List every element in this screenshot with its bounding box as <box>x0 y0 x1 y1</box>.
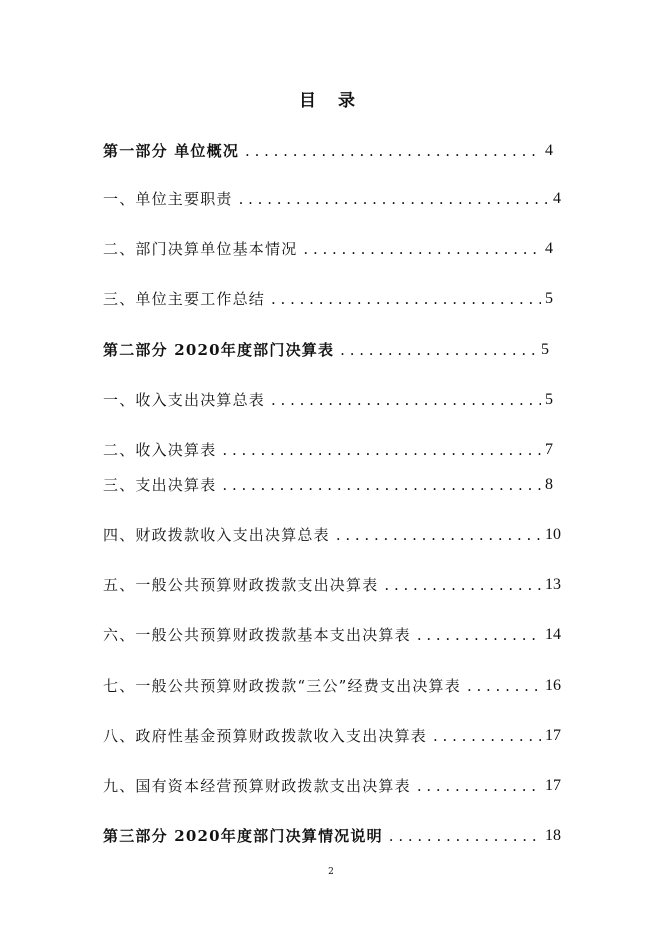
toc-leader-dots <box>389 825 541 847</box>
toc-leader-dots <box>336 524 541 546</box>
toc-leader-dots <box>271 288 541 310</box>
toc-entry[interactable] <box>103 572 561 596</box>
toc-entry-page: 16 <box>545 677 561 694</box>
toc-leader-dots <box>245 140 541 162</box>
toc-leader-dots <box>222 439 541 461</box>
toc-entry[interactable] <box>103 622 561 646</box>
toc-entry-label: 第二部分 2020年度部门决算表 <box>103 341 335 359</box>
toc-entry[interactable] <box>103 387 553 411</box>
toc-entry-page: 4 <box>553 190 561 207</box>
toc-leader-dots <box>239 188 549 210</box>
page-number: 2 <box>328 867 334 877</box>
toc-leader-dots <box>271 389 541 411</box>
toc-entry-page: 4 <box>545 240 553 257</box>
toc-entry-page: 17 <box>545 777 561 794</box>
toc-leader-dots <box>340 339 537 361</box>
toc-entry[interactable] <box>103 337 549 361</box>
toc-entry-page: 18 <box>545 827 561 844</box>
toc-entry-page: 14 <box>545 626 561 643</box>
toc-entry[interactable] <box>103 186 561 210</box>
toc-entry-page: 17 <box>545 727 561 744</box>
toc-leader-dots <box>467 675 541 697</box>
toc-leader-dots <box>433 725 541 747</box>
toc-leader-dots <box>222 474 541 496</box>
toc-entry-page: 5 <box>541 341 549 358</box>
toc-entry[interactable] <box>103 236 553 260</box>
toc-entry[interactable] <box>103 437 553 461</box>
toc-entry-label: 九、国有资本经营预算财政拨款支出决算表 <box>103 777 411 795</box>
toc-entry[interactable] <box>103 723 561 747</box>
toc-entry-label: 三、单位主要工作总结 <box>103 290 266 308</box>
toc-entry-page: 4 <box>545 142 553 159</box>
toc-entry[interactable] <box>103 823 561 847</box>
toc-entry-page: 5 <box>545 290 553 307</box>
toc-entry-page: 8 <box>545 476 553 493</box>
toc-entry-page: 7 <box>545 441 553 458</box>
toc-entry-label: 七、一般公共预算财政拨款“三公”经费支出决算表 <box>103 677 461 695</box>
toc-entry[interactable] <box>103 673 561 697</box>
toc-entry-label: 八、政府性基金预算财政拨款收入支出决算表 <box>103 727 428 745</box>
toc-entry-label: 二、部门决算单位基本情况 <box>103 240 298 258</box>
toc-entry-page: 5 <box>545 391 553 408</box>
toc-leader-dots <box>303 238 541 260</box>
toc-entry-label: 三、支出决算表 <box>103 476 217 494</box>
toc-entry-label: 第一部分 单位概况 <box>103 142 240 160</box>
toc-leader-dots <box>417 624 541 646</box>
toc-entry-page: 13 <box>545 576 561 593</box>
toc-entry-page: 10 <box>545 526 561 543</box>
toc-entry-label: 一、收入支出决算总表 <box>103 391 266 409</box>
toc-entry[interactable] <box>103 472 553 496</box>
toc-leader-dots <box>384 574 541 596</box>
toc-leader-dots <box>417 775 541 797</box>
toc-entry-label: 五、一般公共预算财政拨款支出决算表 <box>103 576 379 594</box>
toc-entry[interactable] <box>103 522 561 546</box>
toc-entry-label: 六、一般公共预算财政拨款基本支出决算表 <box>103 626 411 644</box>
toc-entry-label: 第三部分 2020年度部门决算情况说明 <box>103 827 383 845</box>
toc-title: 目 录 <box>299 91 363 111</box>
toc-entry-label: 四、财政拨款收入支出决算总表 <box>103 526 330 544</box>
toc-entry-label: 一、单位主要职责 <box>103 190 233 208</box>
toc-entry-label: 二、收入决算表 <box>103 441 217 459</box>
toc-entry[interactable] <box>103 773 561 797</box>
toc-entry[interactable] <box>103 138 553 162</box>
toc-entry[interactable] <box>103 286 553 310</box>
